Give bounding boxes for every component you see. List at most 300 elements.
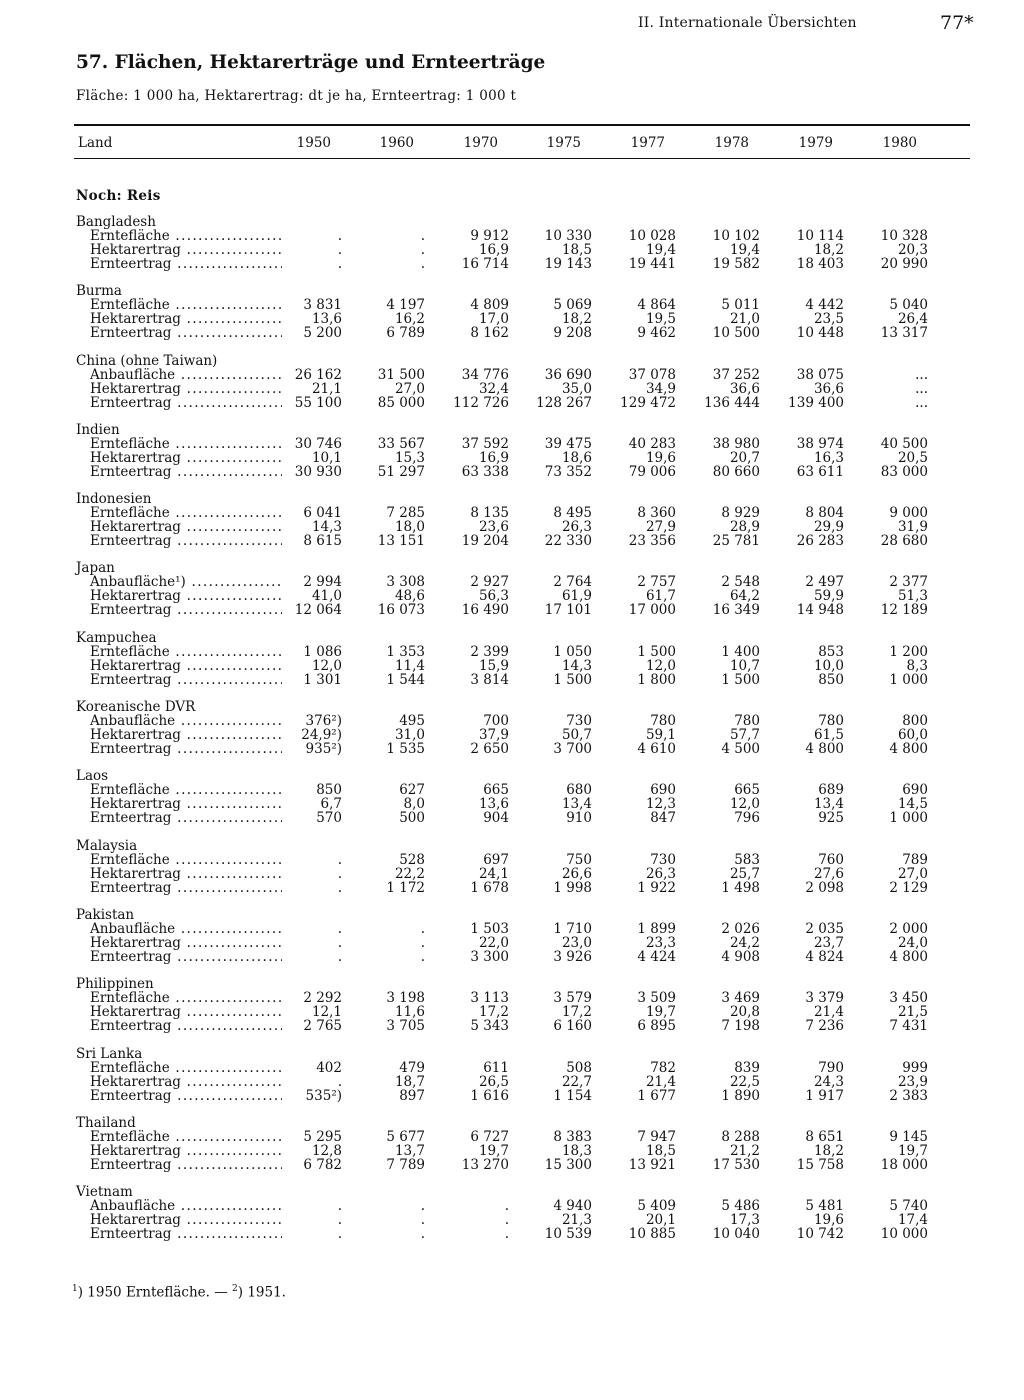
table-cell: 33 567	[377, 435, 425, 452]
table-cell: 7 236	[805, 1018, 844, 1035]
table-cell: 535²)	[305, 1087, 342, 1104]
table-cell: 8 615	[303, 533, 342, 550]
row-label: Erntefläche .....	[90, 783, 282, 797]
country-name: Indien	[76, 421, 120, 438]
table-cell: 6 041	[303, 505, 342, 522]
table-title: 57. Flächen, Hektarerträge und Ernteerträge	[76, 52, 546, 73]
table-cell: 13 270	[461, 1156, 509, 1173]
table-cell: 790	[818, 1059, 844, 1076]
table-cell: 16,2	[394, 311, 425, 328]
row-label: Ernteertrag .....	[90, 396, 282, 410]
table-cell: 17,3	[729, 1212, 760, 1229]
row-label: Hektarertrag .....	[90, 936, 282, 950]
table-cell: 31,9	[897, 519, 928, 536]
table-cell: .	[337, 948, 342, 965]
table-cell: 22 330	[544, 533, 592, 550]
table-cell: 5 486	[721, 1198, 760, 1215]
table-cell: 18,2	[813, 242, 844, 258]
table-cell: 689	[818, 782, 844, 799]
row-label: Ernteertrag .....	[90, 811, 282, 825]
table-cell: 627	[399, 782, 425, 799]
table-row	[0, 396, 1024, 410]
row-label: Erntefläche .....	[90, 645, 282, 659]
table-cell: 9 462	[637, 325, 676, 342]
country-name: Burma	[76, 283, 122, 300]
table-cell: 999	[902, 1059, 928, 1076]
table-cell: 24,3	[813, 1073, 844, 1090]
table-cell: 36 690	[544, 366, 592, 383]
table-cell: 528	[399, 851, 425, 868]
table-cell: 26,6	[561, 865, 592, 882]
table-cell: 3 700	[553, 741, 592, 758]
country-block	[0, 769, 1024, 838]
table-top-rule	[74, 124, 970, 126]
table-cell: 402	[316, 1059, 342, 1076]
table-cell: 10 330	[544, 228, 592, 244]
table-cell: 2 650	[470, 741, 509, 758]
country-name: Malaysia	[76, 837, 138, 854]
table-cell: 1 400	[721, 643, 760, 660]
table-cell: 18,2	[813, 1142, 844, 1159]
table-cell: 1 535	[386, 741, 425, 758]
table-cell: 1 998	[553, 879, 592, 896]
column-header-year: 1975	[546, 135, 581, 151]
table-cell: 10 539	[544, 1226, 592, 1243]
table-cell: 5 069	[553, 297, 592, 314]
table-cell: ...	[915, 394, 928, 411]
table-cell: .	[420, 242, 425, 258]
table-cell: 760	[818, 851, 844, 868]
table-cell: 30 746	[294, 435, 342, 452]
row-label: Ernteertrag .....	[90, 603, 282, 617]
table-row	[0, 534, 1024, 548]
table-cell: 1 710	[553, 920, 592, 937]
table-cell: 16 714	[461, 256, 509, 272]
table-cell: 14,3	[561, 657, 592, 674]
row-label: Ernteertrag .....	[90, 326, 282, 340]
table-cell: .	[337, 1198, 342, 1215]
table-cell: 1 000	[889, 671, 928, 688]
country-name: China (ohne Taiwan)	[76, 352, 218, 369]
table-cell: 690	[902, 782, 928, 799]
table-cell: 24,0	[897, 934, 928, 951]
table-cell: 8 288	[721, 1128, 760, 1145]
table-cell: 26,4	[897, 311, 928, 328]
table-cell: 31 500	[377, 366, 425, 383]
table-cell: 85 000	[377, 394, 425, 411]
table-row	[0, 506, 1024, 520]
table-cell: .	[337, 228, 342, 244]
table-cell: 1 301	[303, 671, 342, 688]
table-cell: 40 500	[880, 435, 928, 452]
row-label: Ernteertrag .....	[90, 1089, 282, 1103]
table-cell: 19 441	[628, 256, 676, 272]
table-cell: .	[337, 256, 342, 272]
table-cell: 24,9²)	[301, 727, 342, 744]
table-cell: 36,6	[813, 380, 844, 397]
table-cell: 1 677	[637, 1087, 676, 1104]
table-cell: 37 592	[461, 435, 509, 452]
country-block	[0, 908, 1024, 977]
table-cell: 3 831	[303, 297, 342, 314]
table-cell: 2 548	[721, 574, 760, 591]
table-row	[0, 867, 1024, 881]
table-cell: 2 035	[805, 920, 844, 937]
table-cell: 1 498	[721, 879, 760, 896]
table-cell: 12,8	[311, 1142, 342, 1159]
table-cell: 12,0	[645, 657, 676, 674]
table-cell: 50,7	[561, 727, 592, 744]
table-cell: 20,1	[645, 1212, 676, 1229]
table-row	[0, 673, 1024, 687]
table-cell: 4 824	[805, 948, 844, 965]
table-cell: 17,2	[478, 1004, 509, 1021]
column-header-year: 1970	[463, 135, 498, 151]
table-cell: 8 360	[637, 505, 676, 522]
row-label: Ernteertrag .....	[90, 257, 282, 271]
table-cell: 680	[566, 782, 592, 799]
country-block	[0, 354, 1024, 423]
table-cell: 48,6	[394, 588, 425, 605]
country-name: Laos	[76, 768, 109, 785]
table-cell: 7 198	[721, 1018, 760, 1035]
table-cell: 730	[566, 713, 592, 730]
table-cell: ...	[915, 366, 928, 383]
table-cell: 780	[734, 713, 760, 730]
table-cell: 9 208	[553, 325, 592, 342]
table-cell: 7 431	[889, 1018, 928, 1035]
table-cell: 13,6	[478, 796, 509, 813]
country-block	[0, 1185, 1024, 1254]
table-cell: 18 403	[796, 256, 844, 272]
table-cell: 14 948	[796, 602, 844, 619]
table-cell: 51,3	[897, 588, 928, 605]
table-cell: 3 300	[470, 948, 509, 965]
table-row	[0, 1005, 1024, 1019]
table-cell: 1 678	[470, 879, 509, 896]
table-cell: 112 726	[453, 394, 509, 411]
table-cell: 1 500	[553, 671, 592, 688]
column-header-year: 1977	[630, 135, 665, 151]
row-label: Ernteertrag .....	[90, 1158, 282, 1172]
table-row	[0, 1075, 1024, 1089]
table-cell: 17 101	[544, 602, 592, 619]
table-cell: 8 135	[470, 505, 509, 522]
table-cell: .	[337, 1073, 342, 1090]
table-cell: 61,7	[645, 588, 676, 605]
table-cell: 3 579	[553, 990, 592, 1007]
table-cell: 27,6	[813, 865, 844, 882]
table-cell: 2 000	[889, 920, 928, 937]
table-row	[0, 797, 1024, 811]
row-label: Ernteertrag .....	[90, 881, 282, 895]
table-cell: 18,2	[561, 311, 592, 328]
row-label: Erntefläche .....	[90, 506, 282, 520]
table-cell: 2 383	[889, 1087, 928, 1104]
table-cell: 665	[483, 782, 509, 799]
table-cell: 8 651	[805, 1128, 844, 1145]
table-cell: .	[504, 1226, 509, 1243]
table-cell: 15,9	[478, 657, 509, 674]
table-cell: .	[337, 242, 342, 258]
table-cell: 8,3	[906, 657, 928, 674]
table-cell: 21,2	[729, 1142, 760, 1159]
table-cell: 14,5	[897, 796, 928, 813]
table-cell: 34 776	[461, 366, 509, 383]
table-cell: 10 885	[628, 1226, 676, 1243]
table-cell: 19,7	[478, 1142, 509, 1159]
table-cell: 16 349	[712, 602, 760, 619]
row-label: Ernteertrag .....	[90, 1227, 282, 1241]
table-cell: 6,7	[320, 796, 342, 813]
table-cell: 39 475	[544, 435, 592, 452]
table-cell: 500	[399, 810, 425, 827]
table-cell: 12,1	[311, 1004, 342, 1021]
table-cell: 28,9	[729, 519, 760, 536]
table-cell: 611	[483, 1059, 509, 1076]
table-cell: 750	[566, 851, 592, 868]
table-cell: 19 582	[712, 256, 760, 272]
table-row	[0, 326, 1024, 340]
table-cell: 13,6	[311, 311, 342, 328]
table-row	[0, 589, 1024, 603]
country-name: Koreanische DVR	[76, 699, 196, 716]
table-cell: 6 727	[470, 1128, 509, 1145]
table-row	[0, 728, 1024, 742]
table-cell: 57,7	[729, 727, 760, 744]
row-label: Ernteertrag .....	[90, 534, 282, 548]
table-cell: 10,7	[729, 657, 760, 674]
table-cell: 20,3	[897, 242, 928, 258]
table-cell: 139 400	[788, 394, 844, 411]
table-row	[0, 742, 1024, 756]
table-cell: 3 469	[721, 990, 760, 1007]
table-cell: 4 424	[637, 948, 676, 965]
table-cell: 10 102	[712, 228, 760, 244]
table-cell: 3 198	[386, 990, 425, 1007]
table-row	[0, 714, 1024, 728]
table-cell: 12,3	[645, 796, 676, 813]
country-name: Sri Lanka	[76, 1045, 143, 1062]
table-cell: 16 490	[461, 602, 509, 619]
table-cell: 30 930	[294, 463, 342, 480]
table-cell: 1 000	[889, 810, 928, 827]
table-cell: 19 143	[544, 256, 592, 272]
table-cell: 61,5	[813, 727, 844, 744]
table-cell: 4 800	[805, 741, 844, 758]
table-row	[0, 950, 1024, 964]
table-row	[0, 1227, 1024, 1241]
country-block	[0, 977, 1024, 1046]
table-row	[0, 575, 1024, 589]
table-cell: 4 442	[805, 297, 844, 314]
table-row	[0, 881, 1024, 895]
table-cell: 570	[316, 810, 342, 827]
table-cell: 796	[734, 810, 760, 827]
table-cell: 23,9	[897, 1073, 928, 1090]
table-cell: 20 990	[880, 256, 928, 272]
table-cell: 7 789	[386, 1156, 425, 1173]
row-label: Anbaufläche .....	[90, 368, 282, 382]
table-cell: 63 611	[796, 463, 844, 480]
footnote-marker: 1	[72, 1284, 78, 1294]
table-cell: 1 200	[889, 643, 928, 660]
table-row	[0, 243, 1024, 257]
table-cell: 11,6	[394, 1004, 425, 1021]
row-label: Hektarertrag .....	[90, 659, 282, 673]
table-cell: 4 800	[889, 948, 928, 965]
table-cell: 7 285	[386, 505, 425, 522]
table-cell: 17,4	[897, 1212, 928, 1229]
table-cell: 40 283	[628, 435, 676, 452]
table-cell: 38 980	[712, 435, 760, 452]
table-row	[0, 229, 1024, 243]
table-cell: 700	[483, 713, 509, 730]
row-label: Hektarertrag .....	[90, 728, 282, 742]
table-cell: .	[420, 920, 425, 937]
table-cell: 20,5	[897, 449, 928, 466]
table-cell: 32,4	[478, 380, 509, 397]
table-cell: 37 078	[628, 366, 676, 383]
table-cell: 1 616	[470, 1087, 509, 1104]
table-cell: .	[337, 1226, 342, 1243]
row-label: Erntefläche .....	[90, 298, 282, 312]
table-cell: 4 197	[386, 297, 425, 314]
table-cell: 1 154	[553, 1087, 592, 1104]
table-cell: 129 472	[620, 394, 676, 411]
table-row	[0, 298, 1024, 312]
table-cell: 4 809	[470, 297, 509, 314]
table-cell: 13,4	[813, 796, 844, 813]
table-cell: 1 500	[721, 671, 760, 688]
table-cell: 7 947	[637, 1128, 676, 1145]
table-cell: 13,7	[394, 1142, 425, 1159]
row-label: Ernteertrag .....	[90, 950, 282, 964]
table-cell: 5 011	[721, 297, 760, 314]
country-name: Thailand	[76, 1114, 136, 1131]
table-cell: 21,3	[561, 1212, 592, 1229]
section-label: Noch: Reis	[76, 188, 161, 204]
table-cell: 5 481	[805, 1198, 844, 1215]
table-cell: 1 503	[470, 920, 509, 937]
table-cell: 17 530	[712, 1156, 760, 1173]
table-row	[0, 451, 1024, 465]
country-name: Kampuchea	[76, 629, 157, 646]
country-name: Pakistan	[76, 906, 135, 923]
table-cell: 10 500	[712, 325, 760, 342]
table-cell: 5 677	[386, 1128, 425, 1145]
table-cell: 2 292	[303, 990, 342, 1007]
table-cell: 41,0	[311, 588, 342, 605]
table-cell: 22,2	[394, 865, 425, 882]
table-cell: 59,9	[813, 588, 844, 605]
column-header-year: 1950	[296, 135, 331, 151]
table-cell: 2 377	[889, 574, 928, 591]
table-cell: 63 338	[461, 463, 509, 480]
row-label: Hektarertrag .....	[90, 382, 282, 396]
table-cell: 376²)	[305, 713, 342, 730]
table-cell: 14,3	[311, 519, 342, 536]
table-cell: .	[420, 256, 425, 272]
table-cell: 5 740	[889, 1198, 928, 1215]
table-cell: 2 764	[553, 574, 592, 591]
country-block	[0, 423, 1024, 492]
table-cell: 1 800	[637, 671, 676, 688]
table-cell: 18,3	[561, 1142, 592, 1159]
table-cell: 789	[902, 851, 928, 868]
table-cell: 37,9	[478, 727, 509, 744]
table-cell: 690	[650, 782, 676, 799]
table-cell: 51 297	[377, 463, 425, 480]
table-cell: 1 353	[386, 643, 425, 660]
table-cell: 26,3	[561, 519, 592, 536]
table-cell: 508	[566, 1059, 592, 1076]
table-cell: 780	[650, 713, 676, 730]
table-cell: 23,0	[561, 934, 592, 951]
table-row	[0, 783, 1024, 797]
table-cell: 8 495	[553, 505, 592, 522]
table-cell: .	[504, 1198, 509, 1215]
table-cell: 4 800	[889, 741, 928, 758]
table-cell: 665	[734, 782, 760, 799]
table-row	[0, 645, 1024, 659]
table-row	[0, 922, 1024, 936]
table-cell: 19 204	[461, 533, 509, 550]
table-cell: 26,5	[478, 1073, 509, 1090]
table-cell: 1 050	[553, 643, 592, 660]
table-cell: 10 114	[796, 228, 844, 244]
table-cell: 10 328	[880, 228, 928, 244]
table-cell: 2 927	[470, 574, 509, 591]
table-cell: 24,1	[478, 865, 509, 882]
table-cell: 1 899	[637, 920, 676, 937]
table-cell: 10 000	[880, 1226, 928, 1243]
table-cell: 8,0	[403, 796, 425, 813]
country-block	[0, 561, 1024, 630]
table-cell: 23,7	[813, 934, 844, 951]
table-cell: 61,9	[561, 588, 592, 605]
table-cell: 935²)	[305, 741, 342, 758]
table-row	[0, 1213, 1024, 1227]
table-cell: 56,3	[478, 588, 509, 605]
table-cell: 19,7	[645, 1004, 676, 1021]
row-label: Anbaufläche¹) .....	[90, 575, 282, 589]
table-cell: 25 781	[712, 533, 760, 550]
table-cell: 128 267	[536, 394, 592, 411]
table-cell: 3 308	[386, 574, 425, 591]
table-cell: .	[420, 948, 425, 965]
table-cell: 26 162	[294, 366, 342, 383]
table-cell: 4 864	[637, 297, 676, 314]
country-name: Vietnam	[76, 1184, 133, 1201]
table-cell: 17,0	[478, 311, 509, 328]
table-cell: 27,0	[897, 865, 928, 882]
country-name: Indonesien	[76, 491, 152, 508]
table-cell: 15 300	[544, 1156, 592, 1173]
table-cell: 3 379	[805, 990, 844, 1007]
table-cell: 18,6	[561, 449, 592, 466]
table-cell: 22,0	[478, 934, 509, 951]
row-label: Hektarertrag .....	[90, 797, 282, 811]
table-cell: 6 789	[386, 325, 425, 342]
table-row	[0, 257, 1024, 271]
country-block	[0, 215, 1024, 284]
table-cell: 3 450	[889, 990, 928, 1007]
table-cell: 16,9	[478, 449, 509, 466]
table-cell: 12,0	[311, 657, 342, 674]
table-cell: 1 172	[386, 879, 425, 896]
row-label: Hektarertrag .....	[90, 243, 282, 257]
